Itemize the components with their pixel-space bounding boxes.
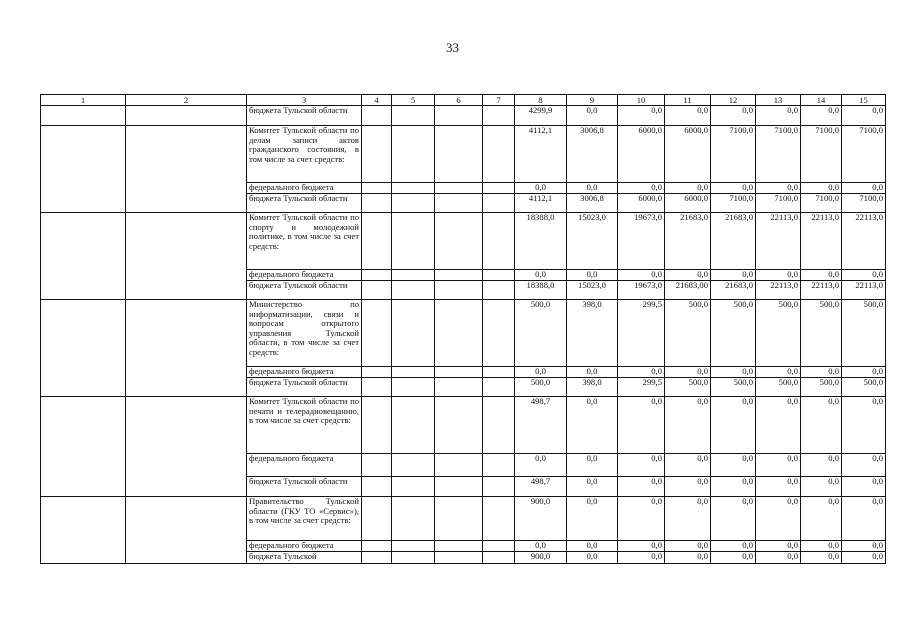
value-cell: 0,0 bbox=[567, 541, 618, 552]
value-cell: 0,0 bbox=[842, 270, 886, 281]
funding-source-cell: Комитет Тульской области по спорту и молодежной политике, в том числе за счет средств: bbox=[247, 213, 362, 270]
value-cell: 0,0 bbox=[618, 497, 665, 541]
value-cell: 0,0 bbox=[567, 106, 618, 126]
empty-cell bbox=[483, 126, 515, 183]
column-header: 14 bbox=[801, 95, 842, 106]
empty-cell bbox=[435, 106, 483, 126]
funding-source-cell: федерального бюджета bbox=[247, 183, 362, 194]
value-cell: 0,0 bbox=[665, 454, 711, 477]
value-cell: 0,0 bbox=[801, 106, 842, 126]
value-cell: 0,0 bbox=[756, 541, 801, 552]
page-number: 33 bbox=[446, 40, 459, 55]
empty-cell bbox=[435, 194, 483, 213]
value-cell: 398,0 bbox=[567, 378, 618, 397]
funding-source-cell: Правительство Тульской области (ГКУ ТО «Сервис»), в том числе за счет средств: bbox=[247, 497, 362, 541]
value-cell: 0,0 bbox=[711, 183, 756, 194]
value-cell: 18388,0 bbox=[515, 213, 567, 270]
value-cell: 498,7 bbox=[515, 477, 567, 497]
value-cell: 500,0 bbox=[756, 300, 801, 367]
value-cell: 0,0 bbox=[842, 552, 886, 564]
value-cell: 0,0 bbox=[567, 183, 618, 194]
value-cell: 900,0 bbox=[515, 497, 567, 541]
empty-cell bbox=[483, 454, 515, 477]
value-cell: 500,0 bbox=[711, 378, 756, 397]
value-cell: 900,0 bbox=[515, 552, 567, 564]
value-cell: 0,0 bbox=[618, 552, 665, 564]
empty-cell bbox=[392, 281, 435, 300]
value-cell: 0,0 bbox=[711, 106, 756, 126]
value-cell: 0,0 bbox=[515, 454, 567, 477]
value-cell: 500,0 bbox=[801, 378, 842, 397]
program-cell bbox=[126, 106, 247, 126]
table-row bbox=[41, 397, 886, 454]
empty-cell bbox=[483, 397, 515, 454]
value-cell: 0,0 bbox=[842, 541, 886, 552]
column-header: 15 bbox=[842, 95, 886, 106]
value-cell: 0,0 bbox=[618, 541, 665, 552]
empty-cell bbox=[362, 194, 392, 213]
column-header: 11 bbox=[665, 95, 711, 106]
value-cell: 7100,0 bbox=[801, 126, 842, 183]
empty-cell bbox=[362, 497, 392, 541]
value-cell: 0,0 bbox=[711, 367, 756, 378]
value-cell: 0,0 bbox=[665, 367, 711, 378]
program-cell bbox=[126, 497, 247, 564]
column-header: 6 bbox=[435, 95, 483, 106]
value-cell: 22113,0 bbox=[756, 213, 801, 270]
empty-cell bbox=[362, 367, 392, 378]
empty-cell bbox=[483, 213, 515, 270]
value-cell: 500,0 bbox=[515, 300, 567, 367]
empty-cell bbox=[392, 378, 435, 397]
value-cell: 500,0 bbox=[842, 300, 886, 367]
empty-cell bbox=[362, 397, 392, 454]
empty-cell bbox=[435, 300, 483, 367]
empty-cell bbox=[392, 477, 435, 497]
value-cell: 7100,0 bbox=[711, 194, 756, 213]
value-cell: 0,0 bbox=[665, 552, 711, 564]
value-cell: 500,0 bbox=[756, 378, 801, 397]
column-header: 1 bbox=[41, 95, 126, 106]
empty-cell bbox=[392, 397, 435, 454]
column-header: 8 bbox=[515, 95, 567, 106]
empty-cell bbox=[362, 281, 392, 300]
value-cell: 0,0 bbox=[801, 270, 842, 281]
funding-source-cell: Комитет Тульской области по печати и телерадиовещанию, в том числе за счет средств: bbox=[247, 397, 362, 454]
funding-source-cell: бюджета Тульской области bbox=[247, 378, 362, 397]
column-header: 5 bbox=[392, 95, 435, 106]
value-cell: 0,0 bbox=[711, 552, 756, 564]
value-cell: 500,0 bbox=[665, 300, 711, 367]
number-cell bbox=[41, 300, 126, 397]
empty-cell bbox=[362, 106, 392, 126]
value-cell: 0,0 bbox=[756, 454, 801, 477]
funding-source-cell: бюджета Тульской области bbox=[247, 194, 362, 213]
table-row bbox=[41, 106, 886, 126]
column-header: 9 bbox=[567, 95, 618, 106]
funding-source-cell: бюджета Тульской области bbox=[247, 281, 362, 300]
value-cell: 0,0 bbox=[567, 552, 618, 564]
empty-cell bbox=[435, 552, 483, 564]
empty-cell bbox=[392, 106, 435, 126]
value-cell: 6000,0 bbox=[618, 194, 665, 213]
value-cell: 500,0 bbox=[801, 300, 842, 367]
value-cell: 0,0 bbox=[515, 367, 567, 378]
value-cell: 0,0 bbox=[842, 183, 886, 194]
empty-cell bbox=[392, 454, 435, 477]
value-cell: 500,0 bbox=[842, 378, 886, 397]
value-cell: 0,0 bbox=[842, 477, 886, 497]
empty-cell bbox=[483, 367, 515, 378]
value-cell: 0,0 bbox=[756, 477, 801, 497]
value-cell: 0,0 bbox=[665, 477, 711, 497]
value-cell: 0,0 bbox=[618, 477, 665, 497]
value-cell: 7100,0 bbox=[756, 194, 801, 213]
value-cell: 0,0 bbox=[801, 552, 842, 564]
empty-cell bbox=[392, 194, 435, 213]
value-cell: 3006,8 bbox=[567, 194, 618, 213]
empty-cell bbox=[483, 270, 515, 281]
empty-cell bbox=[483, 300, 515, 367]
table-row bbox=[41, 300, 886, 367]
empty-cell bbox=[362, 183, 392, 194]
column-header: 13 bbox=[756, 95, 801, 106]
empty-cell bbox=[435, 367, 483, 378]
value-cell: 0,0 bbox=[567, 497, 618, 541]
column-header: 4 bbox=[362, 95, 392, 106]
value-cell: 7100,0 bbox=[756, 126, 801, 183]
value-cell: 0,0 bbox=[842, 367, 886, 378]
empty-cell bbox=[435, 541, 483, 552]
value-cell: 19673,0 bbox=[618, 281, 665, 300]
value-cell: 0,0 bbox=[665, 497, 711, 541]
value-cell: 0,0 bbox=[711, 541, 756, 552]
value-cell: 0,0 bbox=[665, 270, 711, 281]
value-cell: 0,0 bbox=[801, 183, 842, 194]
value-cell: 0,0 bbox=[801, 454, 842, 477]
value-cell: 0,0 bbox=[711, 477, 756, 497]
column-header: 12 bbox=[711, 95, 756, 106]
empty-cell bbox=[483, 552, 515, 564]
empty-cell bbox=[362, 213, 392, 270]
value-cell: 0,0 bbox=[567, 270, 618, 281]
value-cell: 19673,0 bbox=[618, 213, 665, 270]
value-cell: 500,0 bbox=[711, 300, 756, 367]
table-row bbox=[41, 213, 886, 270]
program-cell bbox=[126, 300, 247, 397]
program-cell bbox=[126, 213, 247, 300]
value-cell: 0,0 bbox=[618, 270, 665, 281]
value-cell: 0,0 bbox=[515, 270, 567, 281]
value-cell: 0,0 bbox=[756, 552, 801, 564]
value-cell: 18388,0 bbox=[515, 281, 567, 300]
funding-source-cell: федерального бюджета bbox=[247, 270, 362, 281]
empty-cell bbox=[392, 270, 435, 281]
empty-cell bbox=[483, 497, 515, 541]
value-cell: 0,0 bbox=[756, 270, 801, 281]
number-cell bbox=[41, 126, 126, 213]
empty-cell bbox=[362, 126, 392, 183]
value-cell: 7100,0 bbox=[711, 126, 756, 183]
value-cell: 0,0 bbox=[756, 106, 801, 126]
value-cell: 7100,0 bbox=[842, 194, 886, 213]
value-cell: 21683,0 bbox=[711, 213, 756, 270]
value-cell: 0,0 bbox=[618, 397, 665, 454]
budget-table bbox=[40, 94, 886, 564]
empty-cell bbox=[435, 378, 483, 397]
value-cell: 299,5 bbox=[618, 378, 665, 397]
value-cell: 0,0 bbox=[567, 454, 618, 477]
value-cell: 22113,0 bbox=[756, 281, 801, 300]
value-cell: 7100,0 bbox=[801, 194, 842, 213]
value-cell: 6000,0 bbox=[665, 194, 711, 213]
value-cell: 0,0 bbox=[618, 183, 665, 194]
empty-cell bbox=[362, 477, 392, 497]
column-header: 7 bbox=[483, 95, 515, 106]
value-cell: 0,0 bbox=[801, 497, 842, 541]
funding-source-cell: федерального бюджета bbox=[247, 454, 362, 477]
empty-cell bbox=[435, 213, 483, 270]
value-cell: 21683,0 bbox=[665, 213, 711, 270]
value-cell: 0,0 bbox=[665, 397, 711, 454]
value-cell: 0,0 bbox=[618, 367, 665, 378]
value-cell: 0,0 bbox=[665, 106, 711, 126]
value-cell: 0,0 bbox=[711, 397, 756, 454]
value-cell: 6000,0 bbox=[665, 126, 711, 183]
column-header: 2 bbox=[126, 95, 247, 106]
value-cell: 0,0 bbox=[756, 397, 801, 454]
empty-cell bbox=[392, 300, 435, 367]
header-row bbox=[41, 95, 886, 106]
value-cell: 500,0 bbox=[665, 378, 711, 397]
empty-cell bbox=[362, 270, 392, 281]
value-cell: 0,0 bbox=[842, 106, 886, 126]
value-cell: 0,0 bbox=[756, 367, 801, 378]
empty-cell bbox=[392, 213, 435, 270]
value-cell: 22113,0 bbox=[842, 281, 886, 300]
empty-cell bbox=[435, 183, 483, 194]
value-cell: 0,0 bbox=[711, 270, 756, 281]
value-cell: 15023,0 bbox=[567, 213, 618, 270]
table-row bbox=[41, 126, 886, 183]
funding-source-cell: федерального бюджета bbox=[247, 367, 362, 378]
value-cell: 0,0 bbox=[801, 541, 842, 552]
empty-cell bbox=[435, 497, 483, 541]
number-cell bbox=[41, 497, 126, 564]
empty-cell bbox=[435, 281, 483, 300]
program-cell bbox=[126, 397, 247, 497]
value-cell: 22113,0 bbox=[842, 213, 886, 270]
column-header: 10 bbox=[618, 95, 665, 106]
value-cell: 0,0 bbox=[567, 477, 618, 497]
empty-cell bbox=[483, 378, 515, 397]
value-cell: 0,0 bbox=[756, 497, 801, 541]
empty-cell bbox=[392, 367, 435, 378]
value-cell: 0,0 bbox=[801, 367, 842, 378]
value-cell: 0,0 bbox=[842, 497, 886, 541]
number-cell bbox=[41, 397, 126, 497]
value-cell: 0,0 bbox=[801, 397, 842, 454]
value-cell: 0,0 bbox=[567, 397, 618, 454]
empty-cell bbox=[435, 270, 483, 281]
value-cell: 4112,1 bbox=[515, 126, 567, 183]
funding-source-cell: бюджета Тульской bbox=[247, 552, 362, 564]
empty-cell bbox=[392, 552, 435, 564]
empty-cell bbox=[392, 183, 435, 194]
value-cell: 0,0 bbox=[711, 497, 756, 541]
value-cell: 0,0 bbox=[842, 454, 886, 477]
value-cell: 0,0 bbox=[756, 183, 801, 194]
empty-cell bbox=[362, 541, 392, 552]
value-cell: 3006,8 bbox=[567, 126, 618, 183]
value-cell: 0,0 bbox=[665, 183, 711, 194]
funding-source-cell: бюджета Тульской области bbox=[247, 106, 362, 126]
value-cell: 0,0 bbox=[567, 367, 618, 378]
value-cell: 498,7 bbox=[515, 397, 567, 454]
table-row bbox=[41, 497, 886, 541]
value-cell: 0,0 bbox=[618, 454, 665, 477]
empty-cell bbox=[362, 378, 392, 397]
value-cell: 7100,0 bbox=[842, 126, 886, 183]
empty-cell bbox=[392, 541, 435, 552]
program-cell bbox=[126, 126, 247, 213]
number-cell bbox=[41, 106, 126, 126]
value-cell: 21683,0 bbox=[711, 281, 756, 300]
empty-cell bbox=[483, 541, 515, 552]
empty-cell bbox=[435, 126, 483, 183]
value-cell: 0,0 bbox=[801, 477, 842, 497]
value-cell: 4299,9 bbox=[515, 106, 567, 126]
empty-cell bbox=[435, 477, 483, 497]
empty-cell bbox=[362, 300, 392, 367]
table-body bbox=[41, 106, 886, 564]
value-cell: 22113,0 bbox=[801, 213, 842, 270]
value-cell: 0,0 bbox=[515, 541, 567, 552]
funding-source-cell: Министерство по информатизации, связи и вопросам открытого управления Тульской области, в том числе за счет средств: bbox=[247, 300, 362, 367]
funding-source-cell: Комитет Тульской области по делам записи актов гражданского состояния, в том числе за счет средств: bbox=[247, 126, 362, 183]
empty-cell bbox=[483, 477, 515, 497]
empty-cell bbox=[435, 454, 483, 477]
empty-cell bbox=[435, 397, 483, 454]
number-cell bbox=[41, 213, 126, 300]
empty-cell bbox=[483, 183, 515, 194]
value-cell: 0,0 bbox=[842, 397, 886, 454]
funding-source-cell: бюджета Тульской области bbox=[247, 477, 362, 497]
funding-source-cell: федерального бюджета bbox=[247, 541, 362, 552]
value-cell: 0,0 bbox=[711, 454, 756, 477]
value-cell: 0,0 bbox=[618, 106, 665, 126]
value-cell: 0,0 bbox=[515, 183, 567, 194]
value-cell: 299,5 bbox=[618, 300, 665, 367]
empty-cell bbox=[483, 194, 515, 213]
value-cell: 398,0 bbox=[567, 300, 618, 367]
empty-cell bbox=[483, 281, 515, 300]
value-cell: 0,0 bbox=[665, 541, 711, 552]
column-header: 3 bbox=[247, 95, 362, 106]
empty-cell bbox=[392, 497, 435, 541]
value-cell: 22113,0 bbox=[801, 281, 842, 300]
empty-cell bbox=[362, 552, 392, 564]
value-cell: 15023,0 bbox=[567, 281, 618, 300]
value-cell: 500,0 bbox=[515, 378, 567, 397]
value-cell: 4112,1 bbox=[515, 194, 567, 213]
empty-cell bbox=[392, 126, 435, 183]
empty-cell bbox=[483, 106, 515, 126]
value-cell: 21683,00 bbox=[665, 281, 711, 300]
empty-cell bbox=[362, 454, 392, 477]
value-cell: 6000,0 bbox=[618, 126, 665, 183]
